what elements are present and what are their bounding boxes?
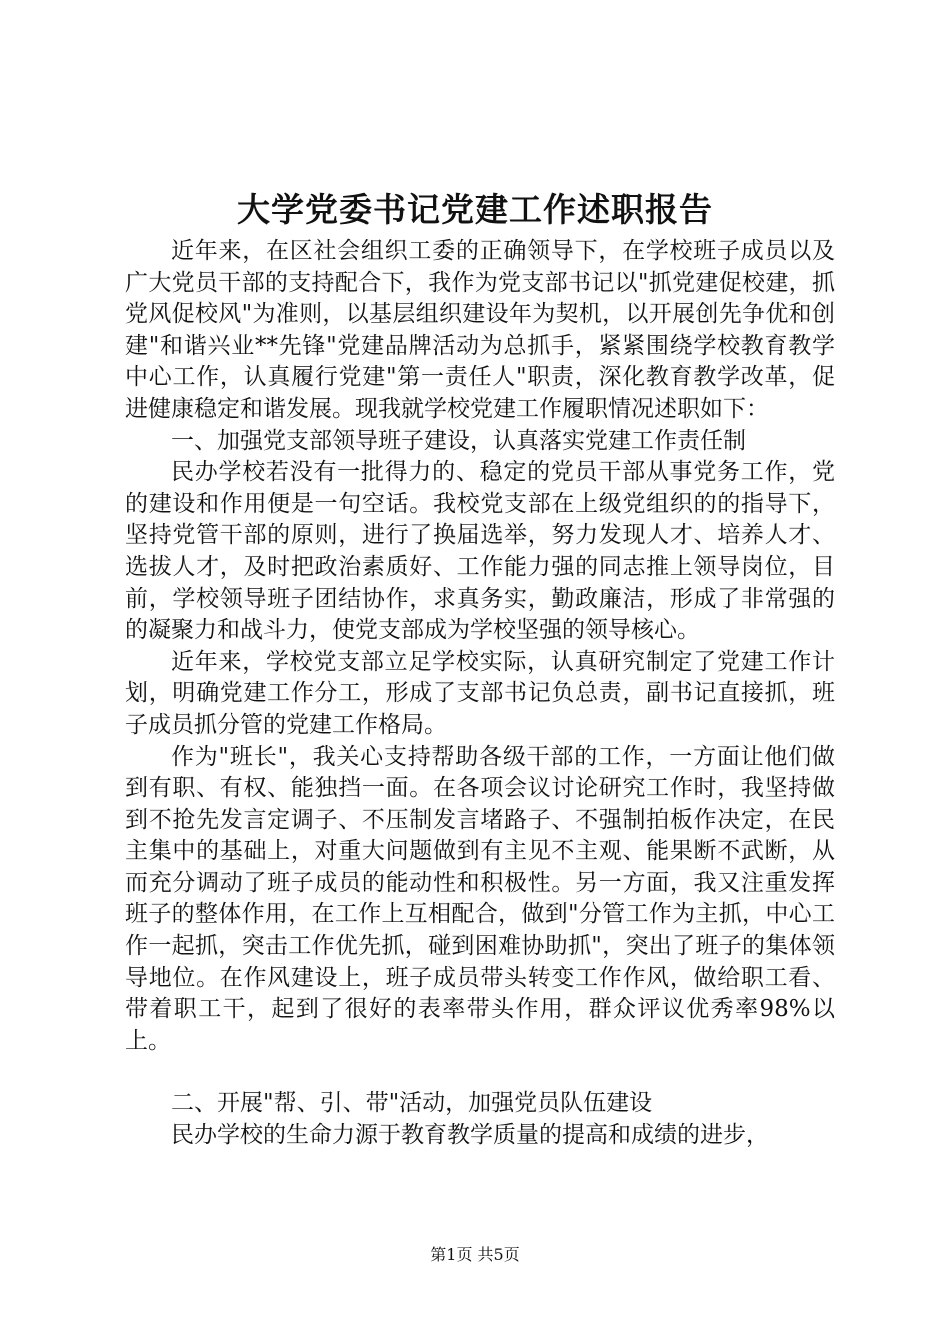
paragraph-section1-c: 作为"班长"，我关心支持帮助各级干部的工作，一方面让他们做到有职、有权、能独挡一面。在各项会议讨论研究工作时，我坚持做到不抢先发言定调子、不压制发言堵路子、不强制拍板作决定，在民主集中的基础上，对重大问题做到有主见不主观、能果断不武断，从而充分调动了班子成员的能动性和积极性。另一方面，我又注重发挥班子的整体作用，在工作上互相配合，做到"分管工作为主抓，中心工作一起抓，突击工作优先抓，碰到困难协助抓"，突出了班子的集体领导地位。在作风建设上，班子成员带头转变工作作风，做给职工看、带着职工干，起到了很好的表率带头作用，群众评议优秀率98%以上。 (125, 743, 835, 1054)
section-heading-2: 二、开展"帮、引、带"活动，加强党员队伍建设 (171, 1090, 653, 1117)
document-title: 大学党委书记党建工作述职报告 (237, 190, 713, 229)
paragraph-section1-b: 近年来，学校党支部立足学校实际，认真研究制定了党建工作计划，明确党建工作分工，形成了支部书记负总责，副书记直接抓，班子成员抓分管的党建工作格局。 (125, 648, 835, 738)
paragraph-section1-a: 民办学校若没有一批得力的、稳定的党员干部从事党务工作，党的建设和作用便是一句空话。我校党支部在上级党组织的的指导下，坚持党管干部的原则，进行了换届选举，努力发现人才、培养人才、选拔人才，及时把政治素质好、工作能力强的同志推上领导岗位，目前，学校领导班子团结协作，求真务实，勤政廉洁，形成了非常强的的凝聚力和战斗力，使党支部成为学校坚强的领导核心。 (125, 459, 835, 644)
page-footer: 第1页 共5页 (430, 1245, 520, 1264)
section-heading-1: 一、加强党支部领导班子建设，认真落实党建工作责任制 (171, 427, 746, 454)
document-body (125, 236, 835, 1152)
paragraph-intro: 近年来，在区社会组织工委的正确领导下，在学校班子成员以及广大党员干部的支持配合下，我作为党支部书记以"抓党建促校建，抓党风促校风"为准则，以基层组织建设年为契机，以开展创先争优和创建"和谐兴业**先锋"党建品牌活动为总抓手，紧紧围绕学校教育教学中心工作，认真履行党建"第一责任人"职责，深化教育教学改革，促进健康稳定和谐发展。现我就学校党建工作履职情况述职如下： (125, 238, 835, 422)
paragraph-section2-a: 民办学校的生命力源于教育教学质量的提高和成绩的进步， (171, 1122, 769, 1149)
